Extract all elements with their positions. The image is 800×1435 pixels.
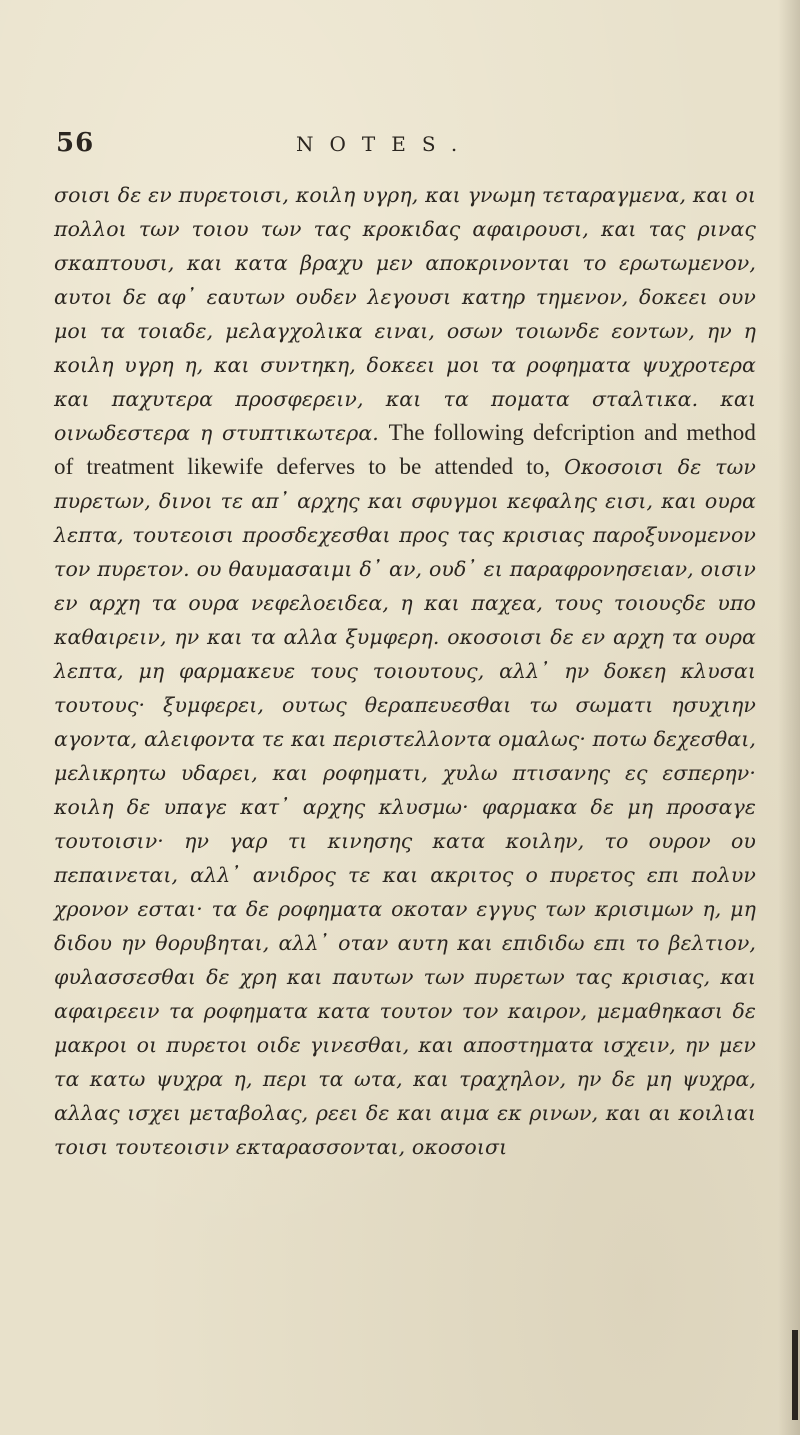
page-edge-mark <box>792 1330 798 1420</box>
page-header <box>56 128 756 168</box>
page-number: 56 <box>56 128 95 158</box>
greek-passage-1: σοισι δε εν πυρετοισι, κοιλη υγρη, και γνωμη τεταραγμενα, και οι πολλοι των τοιου των τας κροκιδας αφαιρουσι, και τας ρινας σκαπτουσι, και κατα βραχυ μεν αποκρινονται το ερωτωμενον, αυτοι δε αφ᾽ εαυτων ουδεν λεγουσι κατηρ τημενον, δοκεει ουν μοι τα τοιαδε, μελαγχολικα ειναι, οσων τοιωνδε εοντων, ην η κοιλη υγρη η, και συντηκη, δοκεει μοι τα ροφηματα ψυχροτερα και παχυτερα προσφερειν, και τα ποματα σταλτικα. και οινωδεστερα η στυπτικωτερα. <box>54 183 756 445</box>
running-head: NOTES. <box>296 132 474 156</box>
greek-passage-2: Οκοσοισι δε των πυρετων, δινοι τε απ᾽ αρχης και σφυγμοι κεφαλης εισι, και ουρα λεπτα, τουτεοισι προσδεχεσθαι προς τας κρισιας παροξυνομενον τον πυρετον. ου θαυμασαιμι δ᾽ αν, ουδ᾽ ει παραφρονησειαν, οισιν εν αρχη τα ουρα νεφελοειδεα, η και παχεα, τους τοιουςδε υπο καθαιρειν, ην και τα αλλα ξυμφερη. οκοσοισι δε εν αρχη τα ουρα λεπτα, μη φαρμακευε τους τοιουτους, αλλ᾽ ην δοκεη κλυσαι τουτους· ξυμφερει, ουτως θεραπευεσθαι τω σωματι ησυχιην αγοντα, αλειφοντα τε και περιστελλοντα ομαλως· ποτω δεχεσθαι, μελικρητω υδαρει, και ροφηματι, χυλω πτισανης ες εσπερην· κοιλη δε υπαγε κατ᾽ αρχης κλυσμω· φαρμακα δε μη προσαγε τουτοισιν· ην γαρ τι κινησης κατα κοιλην, το ουρον ου πεπαινεται, αλλ᾽ ανιδρος τε και ακριτος ο πυρετος επι πολυν χρονον εσται· τα δε ροφηματα οκοταν εγγυς των κρισιμων η, μη διδου ην θορυβηται, αλλ᾽ οταν αυτη και επιδιδω επι το βελτιον, φυλασσεσθαι δε χρη και παυτων των πυρετων τας κρισιας, και αφαιρεειν τα ροφηματα κατα τουτον τον καιρον, μεμαθηκασι δε μακροι οι πυρετοι οιδε γινεσθαι, και αποστηματα ισχειν, ην μεν τα κατω ψυχρα η, περι τα ωτα, και τραχηλον, ην δε μη ψυχρα, αλλας ισχει μεταβολας, ρεει δε και αιμα εκ ρινων, και αι κοιλιαι τοισι τουτεοισιν εκταρασσονται, οκοσοισι <box>54 455 756 1159</box>
page-edge-shadow <box>778 0 800 1435</box>
body-paragraph <box>54 178 756 1164</box>
english-passage: The following defcription and method of treatment likewife deferves to be attended to, <box>54 420 757 479</box>
